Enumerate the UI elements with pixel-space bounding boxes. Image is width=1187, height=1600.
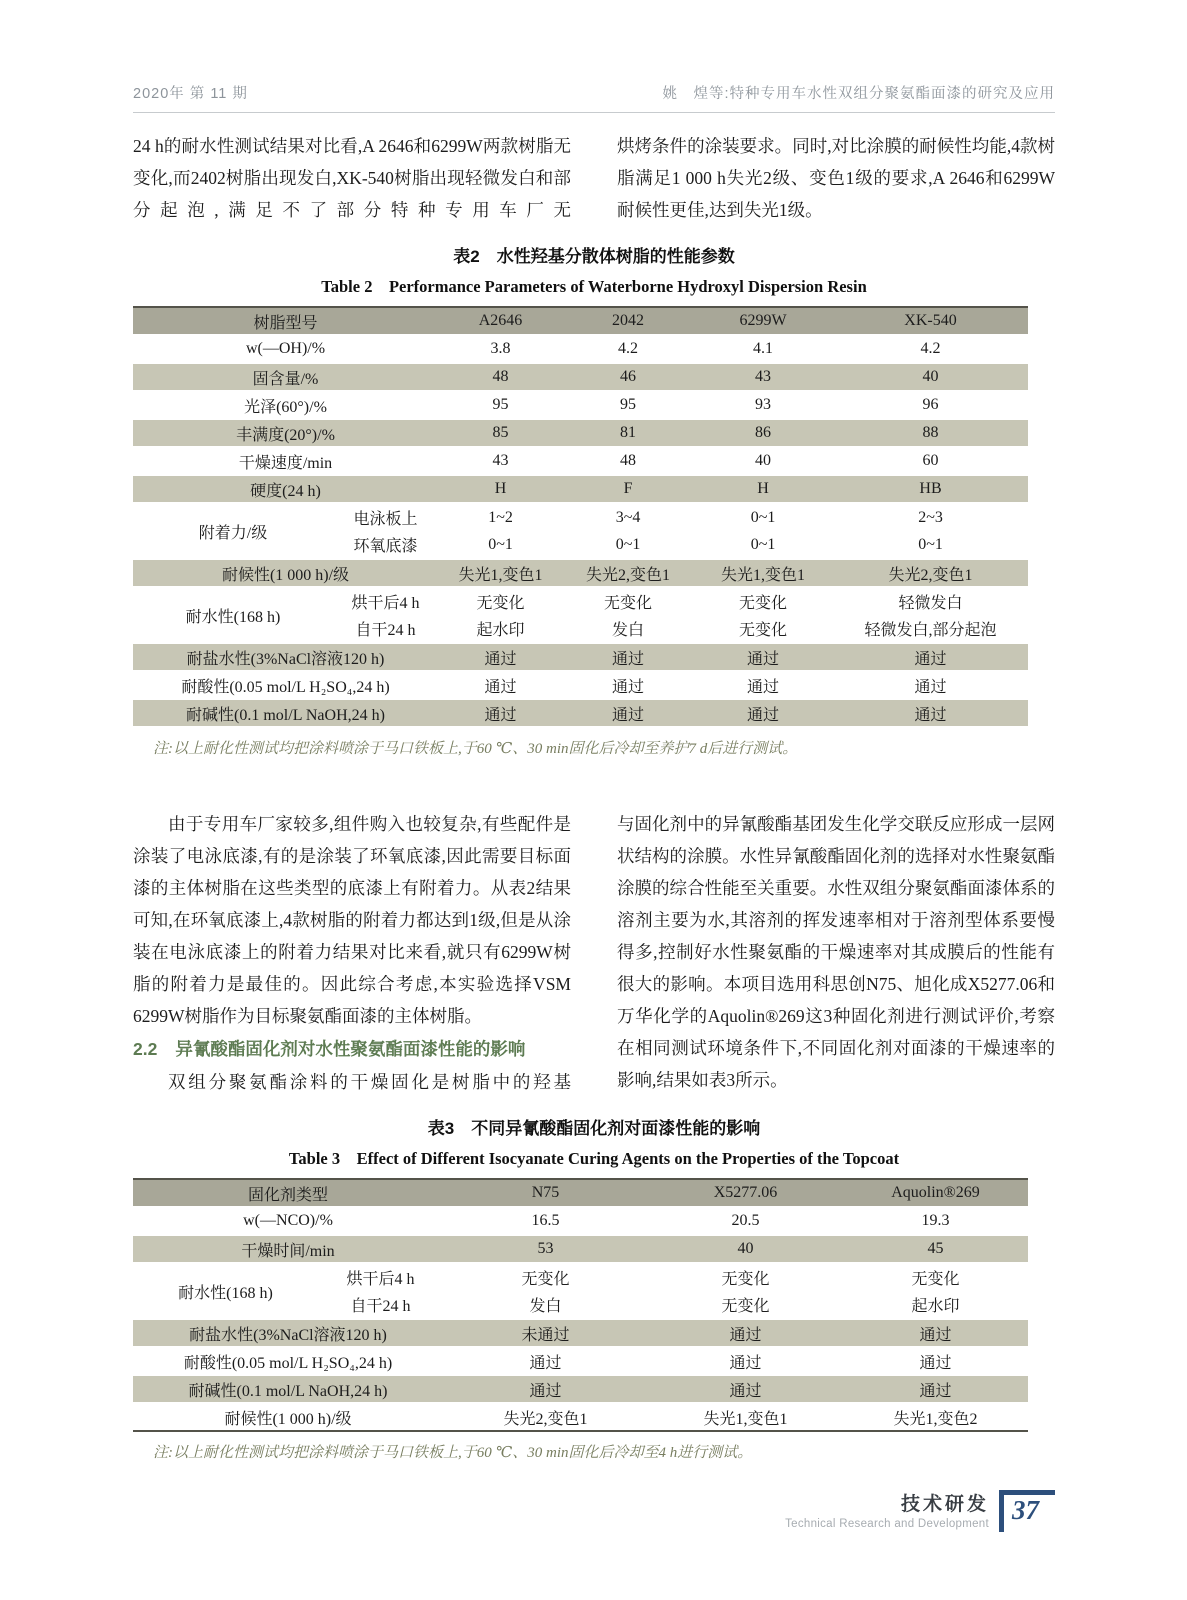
- intro-paragraphs: [133, 130, 1055, 226]
- column-header: 树脂型号: [133, 307, 438, 335]
- row-label: 耐酸性(0.05 mol/L H₂SO₄,24 h): [181, 678, 390, 696]
- cell: 失光1,变色1: [693, 559, 833, 587]
- cell: 40: [755, 452, 772, 469]
- section-heading: [133, 1032, 571, 1066]
- sub-row-label: 自干24 h: [355, 622, 416, 639]
- cell: 96: [922, 396, 939, 413]
- footer-section-label: [785, 1490, 989, 1530]
- table-row: [133, 1235, 1028, 1263]
- cell: 19.3: [921, 1212, 950, 1229]
- intro-left-column: 24 h的耐水性测试结果对比看,A 2646和6299W两款树脂无变化,而2402树脂出现发白,XK-540树脂出现轻微发白和部分起泡,满足不了部分特种专用车厂无: [133, 136, 571, 220]
- cell: 通过: [693, 643, 833, 671]
- cell: 45: [843, 1235, 1028, 1263]
- cell: 通过: [443, 1375, 648, 1403]
- column-header: N75: [443, 1179, 648, 1207]
- cell: 通过: [563, 699, 693, 727]
- cell: 48: [438, 363, 563, 391]
- cell: 通过: [843, 1319, 1028, 1347]
- table-row: [133, 475, 1028, 503]
- intro-right-column: 烘烤条件的涂装要求。同时,对比涂膜的耐候性均能,4款树脂满足1 000 h失光2级、变色1级的要求,A 2646和6299W耐候性更佳,达到失光1级。: [617, 136, 1055, 220]
- column-header: 固化剂类型: [133, 1179, 443, 1207]
- cell: 88: [833, 419, 1028, 447]
- cell: 通过: [833, 699, 1028, 727]
- cell: 无变化: [739, 622, 788, 639]
- cell: 40: [648, 1235, 843, 1263]
- column-header: Aquolin®269: [843, 1179, 1028, 1207]
- table-row: [133, 643, 1028, 671]
- cell: 无变化: [521, 1271, 570, 1288]
- table-row: [133, 1403, 1028, 1431]
- table-row: [133, 1207, 1028, 1235]
- cell: H: [438, 475, 563, 503]
- table-row: [133, 447, 1028, 475]
- cell: 无变化: [911, 1271, 960, 1288]
- table-row: [133, 1347, 1028, 1375]
- table-row: [133, 503, 1028, 531]
- column-header: A2646: [438, 307, 563, 335]
- cell: 发白: [529, 1298, 562, 1315]
- cell: 0~1: [750, 508, 776, 526]
- row-label: 耐酸性(0.05 mol/L H₂SO₄,24 h): [183, 1354, 393, 1372]
- cell: 失光1,变色1: [703, 1410, 788, 1428]
- row-label: 光泽(60°)/%: [244, 398, 327, 416]
- issue-info: 2020年 第 11 期: [133, 86, 248, 102]
- table-row: [133, 419, 1028, 447]
- cell: 发白: [612, 622, 645, 639]
- cell: 0~1: [918, 535, 943, 553]
- article-title-header: 姚 煌等:特种专用车水性双组分聚氨酯面漆的研究及应用: [662, 86, 1055, 102]
- cell: 4.2: [920, 340, 941, 357]
- table-row: [133, 335, 1028, 363]
- row-label: 耐水性(168 h): [178, 1284, 273, 1302]
- row-label: w(—NCO)/%: [243, 1212, 333, 1229]
- cell: 43: [492, 452, 509, 469]
- column-header: 6299W: [693, 307, 833, 335]
- cell: 95: [620, 396, 637, 413]
- cell: 通过: [612, 678, 645, 696]
- table-row: [133, 1263, 1028, 1291]
- cell: 3.8: [490, 340, 511, 357]
- cell: 通过: [914, 678, 947, 696]
- cell: 通过: [747, 678, 780, 696]
- row-label: 耐碱性(0.1 mol/L NaOH,24 h): [133, 1375, 443, 1403]
- cell: 通过: [438, 643, 563, 671]
- cell: 通过: [693, 699, 833, 727]
- cell: 通过: [843, 1375, 1028, 1403]
- row-label: 附着力/级: [198, 524, 268, 542]
- table2-note: 注:以上耐化性测试均把涂料喷涂于马口铁板上,于60 ℃、30 min固化后冷却至养护7 d后进行测试。: [153, 741, 798, 757]
- row-label: 固含量/%: [133, 363, 438, 391]
- cell: 起水印: [476, 622, 525, 639]
- table3-note: 注:以上耐化性测试均把涂料喷涂于马口铁板上,于60 ℃、30 min固化后冷却至4 h进行测试。: [153, 1445, 753, 1461]
- cell: 40: [833, 363, 1028, 391]
- cell: 46: [563, 363, 693, 391]
- row-label: 硬度(24 h): [133, 475, 438, 503]
- cell: 20.5: [731, 1212, 760, 1229]
- page-number: 37: [1012, 1495, 1039, 1525]
- cell: 轻微发白,部分起泡: [864, 622, 997, 639]
- cell: 通过: [729, 1354, 762, 1372]
- table2-title-zh: 表2 水性羟基分散体树脂的性能参数: [453, 247, 735, 266]
- sub-row-label: 自干24 h: [350, 1298, 411, 1315]
- table-row: [133, 699, 1028, 727]
- cell: 81: [563, 419, 693, 447]
- cell: H: [693, 475, 833, 503]
- cell: 0~1: [750, 535, 776, 553]
- sub-row-label: 烘干后4 h: [351, 595, 420, 612]
- cell: 85: [438, 419, 563, 447]
- running-head: [133, 0, 1055, 113]
- cell: 93: [755, 396, 772, 413]
- row-label: w(—OH)/%: [245, 340, 326, 357]
- table-row: [133, 671, 1028, 699]
- footer-label-en: Technical Research and Development: [785, 1518, 989, 1530]
- paragraph: 由于专用车厂家较多,组件购入也较复杂,有些配件是涂装了电泳底漆,有的是涂装了环氧底漆,因此需要目标面漆的主体树脂在这些类型的底漆上有附着力。从表2结果可知,在环氧底漆上,4款树脂的附着力都达到1级,但是从涂装在电泳底漆上的附着力结果对比来看,就只有6299W树脂的附着力是最佳的。因此综合考虑,本实验选择VSM 6299W树脂作为目标聚氨酯面漆的主体树脂。: [133, 814, 571, 1026]
- sub-row-label: 烘干后4 h: [346, 1271, 415, 1288]
- table3-title-zh: 表3 不同异氰酸酯固化剂对面漆性能的影响: [427, 1119, 761, 1138]
- cell: 未通过: [443, 1319, 648, 1347]
- column-header: XK-540: [833, 307, 1028, 335]
- row-label: 耐盐水性(3%NaCl溶液120 h): [133, 643, 438, 671]
- row-label: 干燥时间/min: [133, 1235, 443, 1263]
- cell: 通过: [919, 1354, 952, 1372]
- cell: 95: [492, 396, 509, 413]
- table-row: [133, 587, 1028, 615]
- cell: 失光2,变色1: [833, 559, 1028, 587]
- cell: HB: [833, 475, 1028, 503]
- cell: 1~2: [488, 508, 513, 526]
- row-label: 耐水性(168 h): [185, 608, 281, 626]
- section-title: 异氰酸酯固化剂对水性聚氨酯面漆性能的影响: [175, 1039, 526, 1059]
- table-row: [133, 363, 1028, 391]
- cell: 无变化: [739, 595, 788, 612]
- cell: 0~1: [615, 535, 641, 553]
- sub-row-label: 环氧底漆: [353, 538, 418, 555]
- row-label: 耐候性(1 000 h)/级: [133, 559, 438, 587]
- cell: 轻微发白: [898, 595, 963, 612]
- row-label: 丰满度(20°)/%: [133, 419, 438, 447]
- table-row: [133, 559, 1028, 587]
- paragraph: 双组分聚氨酯涂料的干燥固化是树脂中的羟基: [168, 1072, 571, 1092]
- cell: 3~4: [615, 508, 641, 526]
- table3: [133, 1178, 1028, 1432]
- table-row: [133, 1319, 1028, 1347]
- row-label: 干燥速度/min: [238, 454, 333, 472]
- cell: 2~3: [918, 508, 943, 526]
- section-right-column: 与固化剂中的异氰酸酯基团发生化学交联反应形成一层网状结构的涂膜。水性异氰酸酯固化剂的选择对水性聚氨酯涂膜的综合性能至关重要。水性双组分聚氨酯面漆体系的溶剂主要为水,其溶剂的挥发速率相对于溶剂型体系要慢得多,控制好水性聚氨酯的干燥速率对其成膜后的性能有很大的影响。本项目选用科思创N75、旭化成X5277.06和万华化学的Aquolin®269这3种固化剂进行测试评价,考察在相同测试环境条件下,不同固化剂对面漆的干燥速率的影响,结果如表3所示。: [617, 814, 1055, 1090]
- cell: 通过: [484, 678, 517, 696]
- cell: 通过: [833, 643, 1028, 671]
- column-header: 2042: [563, 307, 693, 335]
- cell: 43: [693, 363, 833, 391]
- footer-label-zh: 技术研发: [900, 1494, 989, 1515]
- cell: 4.1: [753, 340, 774, 357]
- cell: 失光2,变色1: [503, 1410, 588, 1428]
- section-number: 2.2: [133, 1039, 158, 1059]
- cell: 无变化: [476, 595, 525, 612]
- section-paragraphs: [133, 808, 1055, 1098]
- table-row: [133, 1375, 1028, 1403]
- cell: 通过: [563, 643, 693, 671]
- cell: 失光1,变色2: [893, 1410, 978, 1428]
- table2-title-en: Table 2 Performance Parameters of Waterborne Hydroxyl Dispersion Resin: [321, 277, 867, 296]
- table-row: [133, 391, 1028, 419]
- cell: 通过: [648, 1375, 843, 1403]
- row-label: 耐碱性(0.1 mol/L NaOH,24 h): [133, 699, 438, 727]
- cell: 48: [620, 452, 637, 469]
- cell: 16.5: [531, 1212, 560, 1229]
- table3-header-row: [133, 1179, 1028, 1207]
- cell: 0~1: [488, 535, 513, 553]
- row-label: 耐盐水性(3%NaCl溶液120 h): [133, 1319, 443, 1347]
- cell: 4.2: [618, 340, 639, 357]
- cell: 53: [443, 1235, 648, 1263]
- page-number-bracket: [999, 1490, 1055, 1532]
- cell: F: [563, 475, 693, 503]
- table3-title-en: Table 3 Effect of Different Isocyanate Curing Agents on the Properties of the Topcoat: [288, 1149, 900, 1168]
- cell: 无变化: [721, 1271, 770, 1288]
- cell: 无变化: [721, 1298, 770, 1315]
- cell: 86: [693, 419, 833, 447]
- sub-row-label: 电泳板上: [353, 511, 418, 528]
- cell: 失光2,变色1: [563, 559, 693, 587]
- cell: 60: [922, 452, 939, 469]
- table2-header-row: [133, 307, 1028, 335]
- column-header: X5277.06: [648, 1179, 843, 1207]
- row-label: 耐候性(1 000 h)/级: [224, 1410, 352, 1428]
- section-left-column: [133, 808, 571, 1098]
- cell: 无变化: [604, 595, 653, 612]
- page-footer: [785, 1490, 1055, 1532]
- table2: [133, 306, 1028, 728]
- cell: 通过: [648, 1319, 843, 1347]
- cell: 失光1,变色1: [438, 559, 563, 587]
- cell: 通过: [529, 1354, 562, 1372]
- cell: 通过: [438, 699, 563, 727]
- cell: 起水印: [911, 1298, 960, 1315]
